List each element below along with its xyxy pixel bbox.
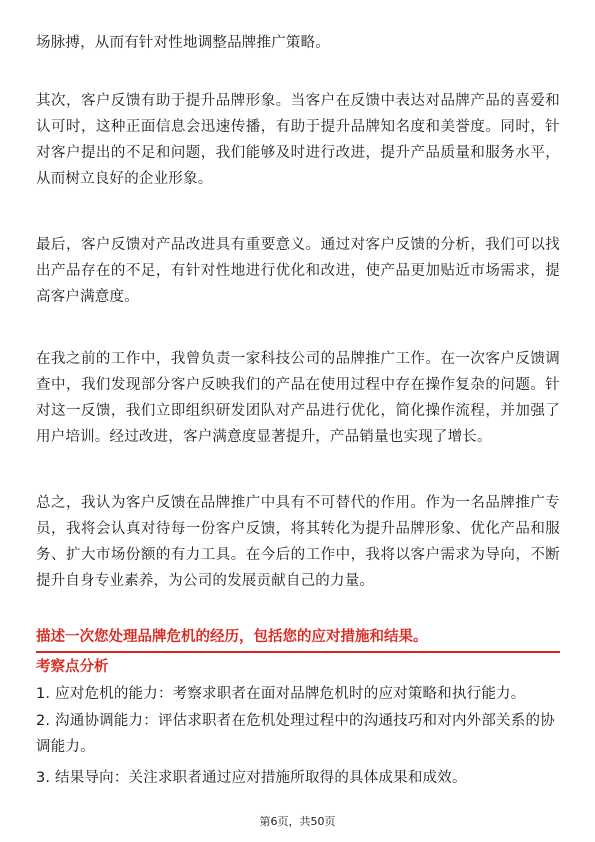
paragraph-brand-image: 其次，客户反馈有助于提升品牌形象。当客户在反馈中表达对品牌产品的喜爱和认可时，这种正面信息会迅速传播，有助于提升品牌知名度和美誉度。同时，针对客户提出的不足和问题，我们能够及时进行改进，提升产品质量和服务水平，从而树立良好的企业形象。 <box>36 93 560 187</box>
analysis-item-1: 1. 应对危机的能力：考察求职者在面对品牌危机时的应对策略和执行能力。 <box>36 686 526 702</box>
page-footer: 第6页，共50页 <box>259 815 336 828</box>
question-divider <box>36 651 560 653</box>
paragraph-product-improvement: 最后，客户反馈对产品改进具有重要意义。通过对客户反馈的分析，我们可以找出产品存在的不足，有针对性地进行优化和改进，使产品更加贴近市场需求，提高客户满意度。 <box>36 237 560 305</box>
question-title: 描述一次您处理品牌危机的经历，包括您的应对措施和结果。 <box>36 629 428 645</box>
paragraph-past-experience: 在我之前的工作中，我曾负责一家科技公司的品牌推广工作。在一次客户反馈调查中，我们发现部分客户反映我们的产品在使用过程中存在操作复杂的问题。针对这一反馈，我们立即组织研发团队对产品进行优化，简化操作流程，并加强了用户培训。经过改进，客户满意度显著提升，产品销量也实现了增长。 <box>36 351 560 445</box>
analysis-item-3: 3. 结果导向：关注求职者通过应对措施所取得的具体成果和成效。 <box>36 770 467 786</box>
analysis-heading: 考察点分析 <box>36 659 109 675</box>
analysis-item-2: 2. 沟通协调能力：评估求职者在危机处理过程中的沟通技巧和对内外部关系的协调能力。 <box>36 713 555 755</box>
paragraph-conclusion: 总之，我认为客户反馈在品牌推广中具有不可替代的作用。作为一名品牌推广专员，我将会认真对待每一份客户反馈，将其转化为提升品牌形象、优化产品和服务、扩大市场份额的有力工具。在今后的工作中，我将以客户需求为导向，不断提升自身专业素养，为公司的发展贡献自己的力量。 <box>36 495 560 589</box>
paragraph-intro-tail: 场脉搏，从而有针对性地调整品牌推广策略。 <box>36 35 330 51</box>
